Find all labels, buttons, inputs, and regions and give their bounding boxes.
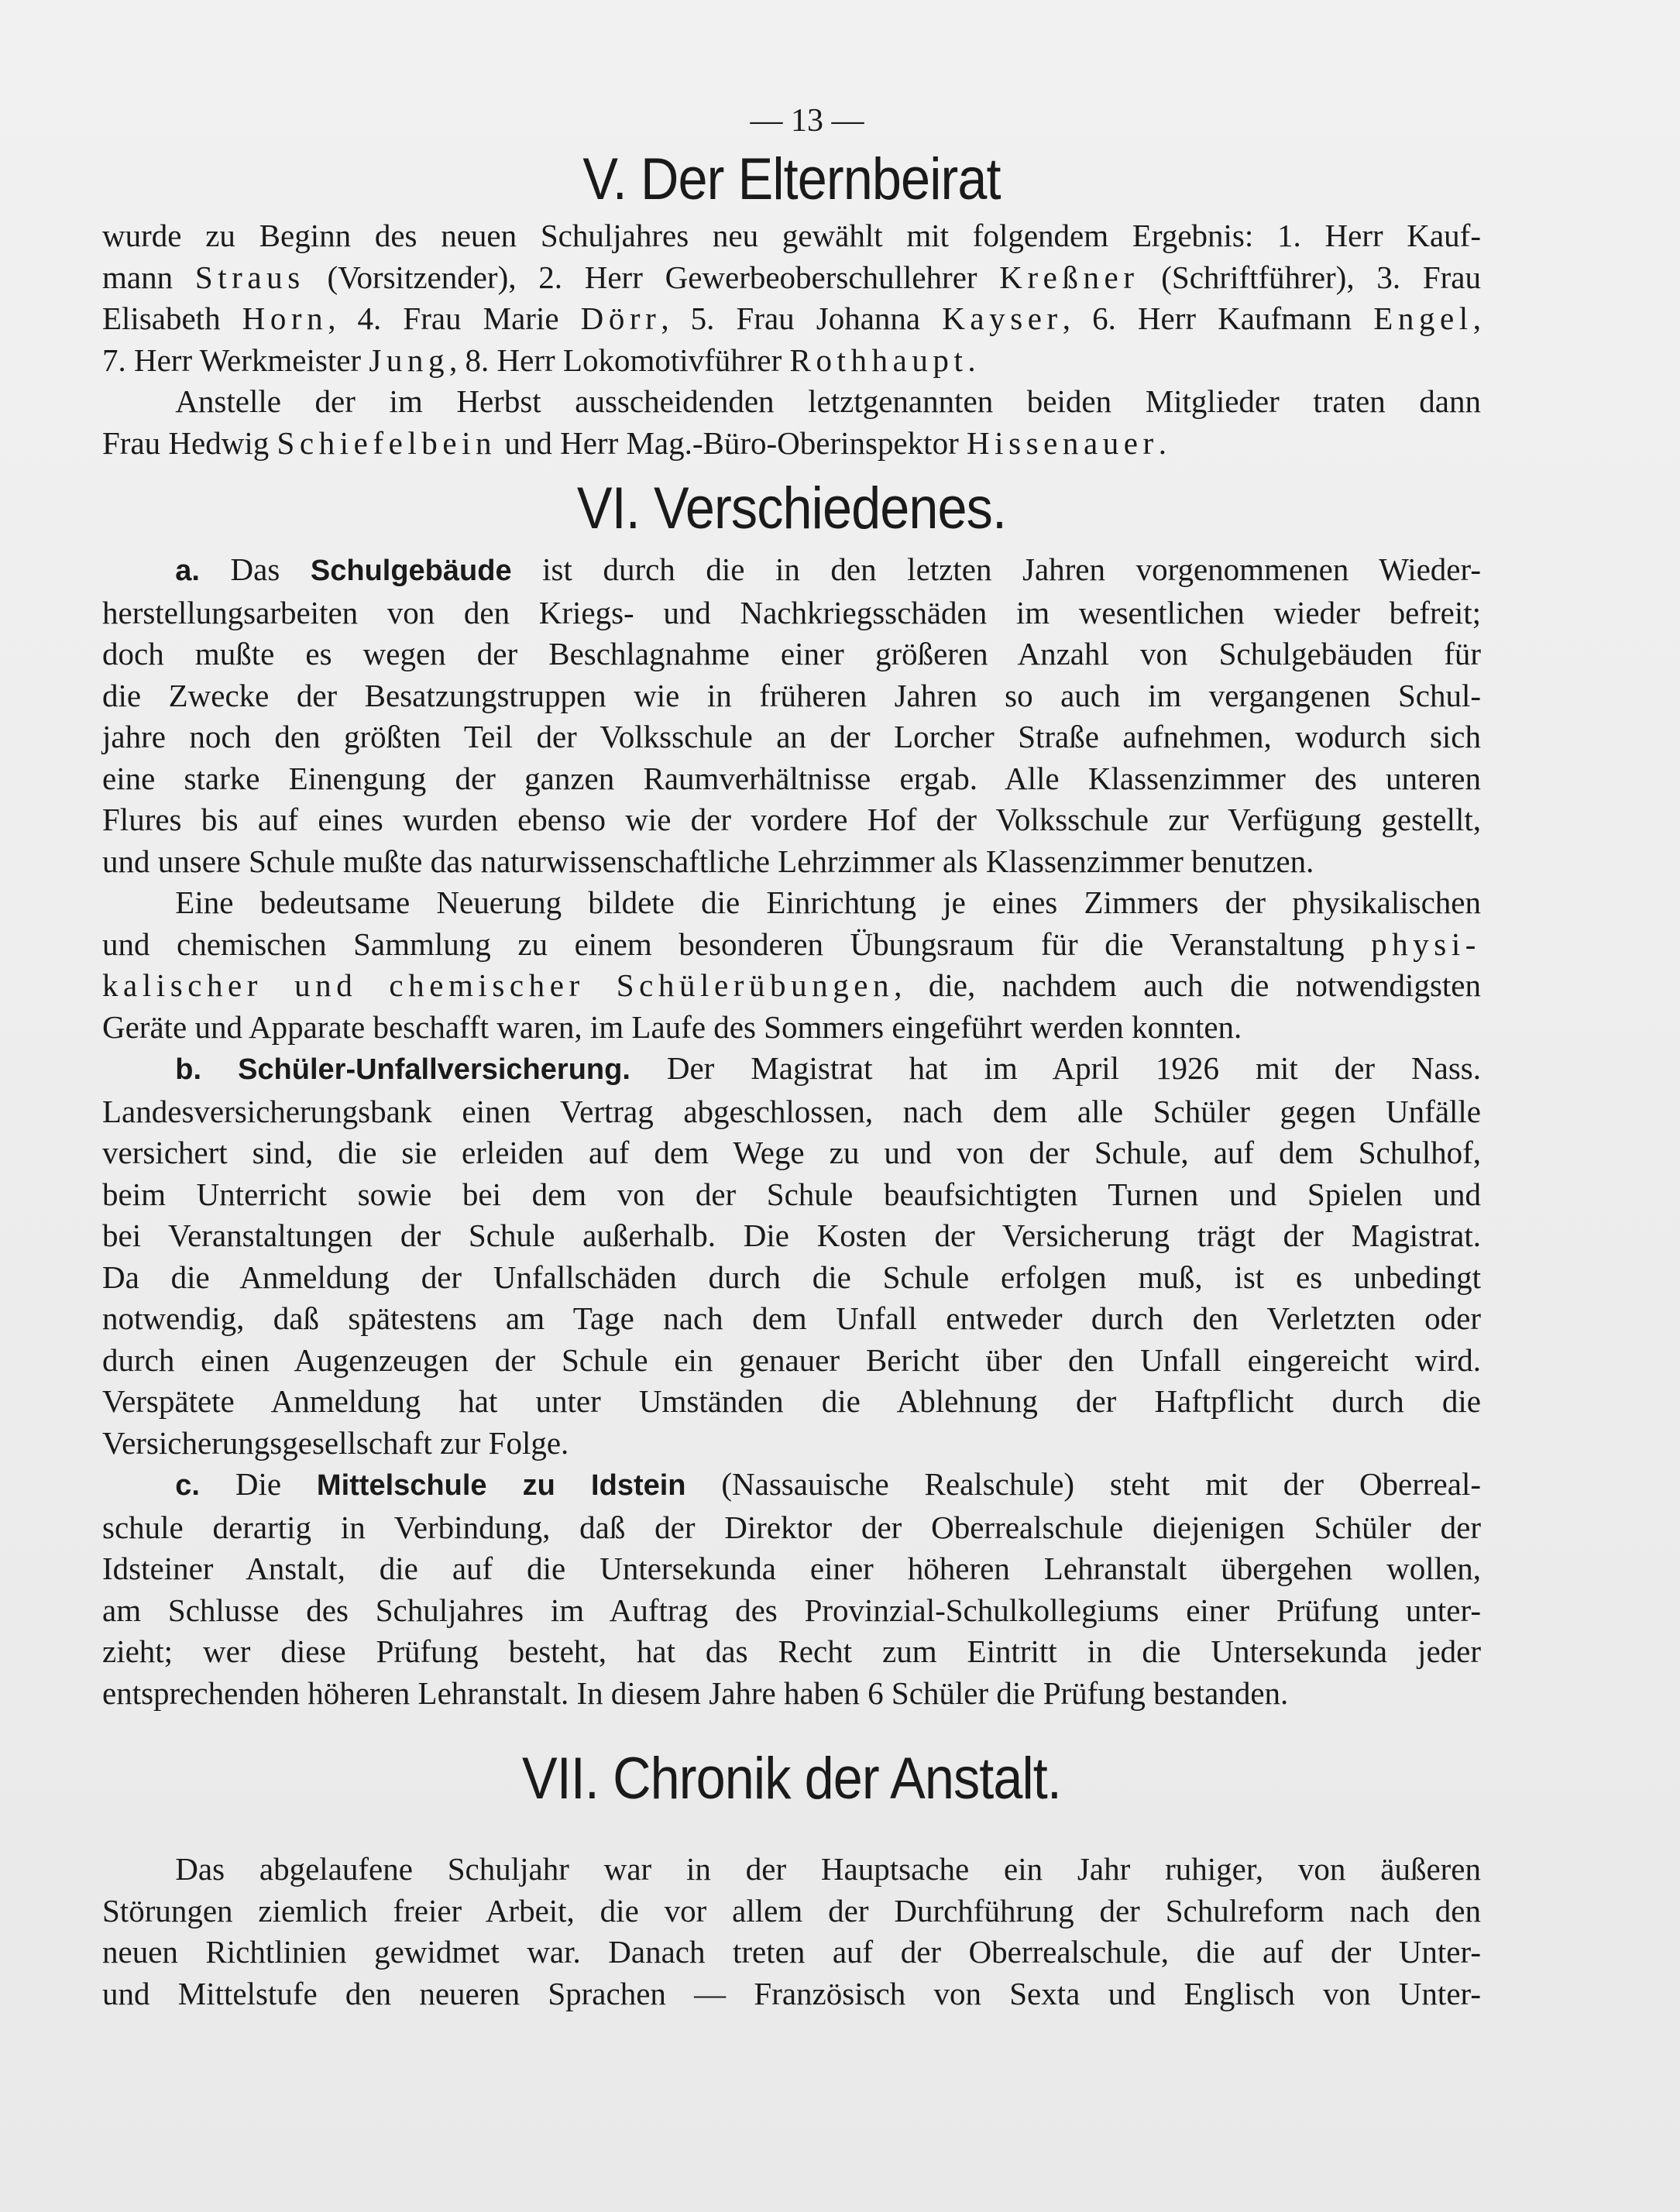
text-line: Landesversicherungsbank einen Vertrag abgeschlossen, nach dem alle Schüler gegen Unfälle: [102, 1093, 1481, 1129]
text-line: Anstelle der im Herbst ausscheidenden letztgenannten beiden Mitglieder traten dann: [175, 383, 1481, 419]
text-line: Eine bedeutsame Neuerung bildete die Einrichtung je eines Zimmers der physikalischen: [175, 884, 1481, 920]
text-line: Flures bis auf eines wurden ebenso wie der vordere Hof der Volksschule zur Verfügung gestellt,: [102, 802, 1481, 837]
text-line: am Schlusse des Schuljahres im Auftrag des Provinzial-Schulkollegiums einer Prüfung unter-: [102, 1592, 1481, 1628]
text-line: eine starke Einengung der ganzen Raumverhältnisse ergab. Alle Klassenzimmer des unteren: [102, 760, 1481, 796]
text-line: beim Unterricht sowie bei dem von der Schule beaufsichtigten Turnen und Spielen und: [102, 1176, 1481, 1212]
text-line: Idsteiner Anstalt, die auf die Untersekunda einer höheren Lehranstalt übergehen wollen,: [102, 1551, 1481, 1586]
text-line: a. Das Schulgebäude ist durch die in den letzten Jahren vorgenommenen Wieder-: [175, 551, 1481, 587]
text-line: Versicherungsgesellschaft zur Folge.: [102, 1424, 569, 1461]
text-line: Elisabeth Horn, 4. Frau Marie Dörr, 5. Frau Johanna Kayser, 6. Herr Kaufmann Engel,: [102, 301, 1481, 336]
spacer: [102, 1821, 1481, 1849]
text-line: b. Schüler-Unfallversicherung. Der Magistrat hat im April 1926 mit der Nass.: [175, 1050, 1482, 1086]
text-line: versichert sind, die sie erleiden auf dem Wege zu und von der Schule, auf dem Schulhof,: [102, 1135, 1481, 1170]
section-title-elternbeirat: V. Der Elternbeirat: [582, 146, 1001, 212]
text-line: bei Veranstaltungen der Schule außerhalb. Die Kosten der Versicherung trägt der Magistrat.: [102, 1218, 1481, 1253]
text-line: schule derartig in Verbindung, daß der Direktor der Oberrealschule diejenigen Schüler der: [102, 1509, 1481, 1545]
page-number: — 13 —: [750, 103, 864, 139]
text-line: jahre noch den größten Teil der Volksschule an der Lorcher Straße aufnehmen, wodurch sich: [102, 719, 1481, 754]
text-line: 7. Herr Werkmeister Jung, 8. Herr Lokomotivführer Rothhaupt.: [102, 342, 976, 378]
text-line: und Mittelstufe den neueren Sprachen — Französisch von Sexta und Englisch von Unter-: [102, 1975, 1481, 2011]
text-line: Da die Anmeldung der Unfallschäden durch die Schule erfolgen muß, ist es unbedingt: [102, 1259, 1481, 1295]
text-line: durch einen Augenzeugen der Schule ein genauer Bericht über den Unfall eingereicht wird.: [102, 1341, 1481, 1378]
text-line: mann Straus (Vorsitzender), 2. Herr Gewerbeoberschullehrer Kreßner (Schriftführer), 3. Frau: [102, 259, 1481, 295]
text-line: c. Die Mittelschule zu Idstein (Nassauische Realschule) steht mit der Oberreal-: [175, 1466, 1481, 1502]
text-line: herstellungsarbeiten von den Kriegs- und Nachkriegsschäden im wesentlichen wieder befreit;: [102, 594, 1481, 630]
text-line: wurde zu Beginn des neuen Schuljahres neu gewählt mit folgendem Ergebnis: 1. Herr Kauf-: [102, 218, 1481, 253]
text-line: Verspätete Anmeldung hat unter Umständen die Ablehnung der Haftpflicht durch die: [102, 1383, 1481, 1419]
page-content: [102, 99, 1481, 2014]
text-line: und unsere Schule mußte das naturwissenschaftliche Lehrzimmer als Klassenzimmer benutzen.: [102, 843, 1314, 879]
text-line: notwendig, daß spätestens am Tage nach dem Unfall entweder durch den Verletzten oder: [102, 1300, 1481, 1336]
text-line: Geräte und Apparate beschafft waren, im Laufe des Sommers eingeführt werden konnten.: [102, 1008, 1242, 1045]
section-title-chronik: VII. Chronik der Anstalt.: [521, 1746, 1062, 1812]
text-line: doch mußte es wegen der Beschlagnahme einer größeren Anzahl von Schulgebäuden für: [102, 636, 1481, 672]
text-line: Frau Hedwig Schiefelbein und Herr Mag.-Büro-Oberinspektor Hissenauer.: [102, 424, 1166, 461]
text-line: und chemischen Sammlung zu einem besonderen Übungsraum für die Veranstaltung physi-: [102, 926, 1481, 962]
text-line: die Zwecke der Besatzungstruppen wie in früheren Jahren so auch im vergangenen Schul-: [102, 677, 1481, 713]
text-line: zieht; wer diese Prüfung besteht, hat das Recht zum Eintritt in die Untersekunda jeder: [102, 1633, 1481, 1669]
text-line: kalischer und chemischer Schülerübungen, die, nachdem auch die notwendigsten: [102, 967, 1481, 1003]
text-line: Das abgelaufene Schuljahr war in der Hauptsache ein Jahr ruhiger, von äußeren: [175, 1851, 1481, 1887]
text-line: entsprechenden höheren Lehranstalt. In diesem Jahre haben 6 Schüler die Prüfung bestanden.: [102, 1674, 1289, 1711]
text-line: Störungen ziemlich freier Arbeit, die vor allem der Durchführung der Schulreform nach den: [102, 1892, 1481, 1929]
section-title-verschiedenes: VI. Verschiedenes.: [576, 476, 1007, 541]
text-line: neuen Richtlinien gewidmet war. Danach treten auf der Oberrealschule, die auf der Unter-: [102, 1934, 1481, 1970]
